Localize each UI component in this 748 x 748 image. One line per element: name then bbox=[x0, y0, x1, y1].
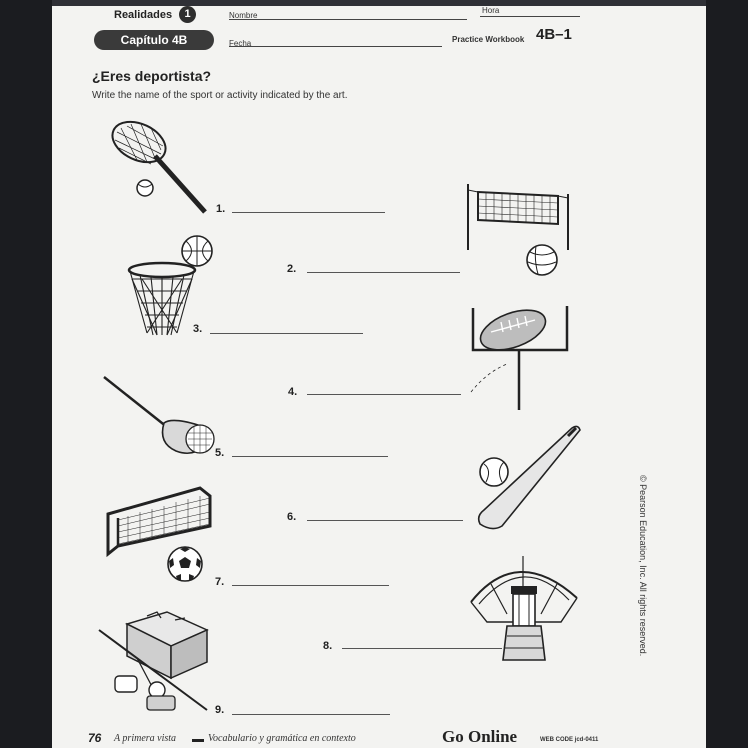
item-3-number: 3. bbox=[193, 323, 203, 335]
item-2-number: 2. bbox=[287, 263, 297, 275]
item-7-answer-line[interactable] bbox=[232, 585, 389, 586]
tennis-racket-illustration bbox=[107, 120, 217, 220]
page-number: 76 bbox=[88, 731, 102, 745]
item-5-number: 5. bbox=[215, 447, 225, 459]
hour-label: Hora bbox=[482, 6, 500, 15]
copyright-notice: © Pearson Education, Inc. All rights reserved. bbox=[638, 475, 648, 657]
section-title: Vocabulario y gramática en contexto bbox=[208, 733, 356, 744]
name-line[interactable] bbox=[229, 19, 467, 20]
item-7-number: 7. bbox=[215, 576, 225, 588]
level-badge: 1 bbox=[179, 6, 196, 23]
item-9-number: 9. bbox=[215, 704, 225, 716]
football-goalpost-illustration bbox=[467, 302, 577, 412]
item-1-number: 1. bbox=[216, 203, 226, 215]
name-label: Nombre bbox=[229, 11, 258, 20]
workbook-page bbox=[52, 0, 706, 748]
chapter-badge: Capítulo 4B bbox=[94, 30, 214, 50]
go-online-logo[interactable]: Go Online bbox=[442, 727, 518, 746]
item-4-number: 4. bbox=[288, 386, 298, 398]
hour-line[interactable] bbox=[480, 16, 580, 17]
series-label: Realidades bbox=[114, 9, 173, 21]
date-label: Fecha bbox=[229, 39, 252, 48]
basketball-hoop-illustration bbox=[127, 233, 217, 343]
item-5-answer-line[interactable] bbox=[232, 456, 388, 457]
soccer-ball-illustration bbox=[166, 545, 204, 583]
web-code: WEB CODE jcd-0411 bbox=[540, 737, 599, 743]
golf-club-illustration bbox=[102, 373, 212, 463]
workbook-label: Practice Workbook bbox=[452, 35, 525, 44]
item-6-number: 6. bbox=[287, 511, 297, 523]
item-6-answer-line[interactable] bbox=[307, 520, 463, 521]
workbook-code: 4B–1 bbox=[536, 26, 572, 43]
book-title: A primera vista bbox=[114, 733, 177, 744]
date-line[interactable] bbox=[229, 46, 442, 47]
item-8-number: 8. bbox=[323, 640, 333, 652]
volleyball-net-illustration bbox=[462, 180, 577, 280]
exercise-title: ¿Eres deportista? bbox=[92, 68, 212, 84]
camping-tent-illustration bbox=[467, 548, 582, 663]
item-3-answer-line[interactable] bbox=[210, 333, 363, 334]
baseball-bat-illustration bbox=[472, 420, 587, 535]
item-1-answer-line[interactable] bbox=[232, 212, 385, 213]
instructions: Write the name of the sport or activity indicated by the art. bbox=[92, 90, 348, 101]
item-2-answer-line[interactable] bbox=[307, 272, 460, 273]
fishing-tackle-illustration bbox=[97, 606, 225, 721]
item-9-answer-line[interactable] bbox=[232, 714, 390, 715]
top-stripe bbox=[52, 0, 706, 6]
footer-bar bbox=[192, 739, 204, 742]
item-4-answer-line[interactable] bbox=[307, 394, 461, 395]
